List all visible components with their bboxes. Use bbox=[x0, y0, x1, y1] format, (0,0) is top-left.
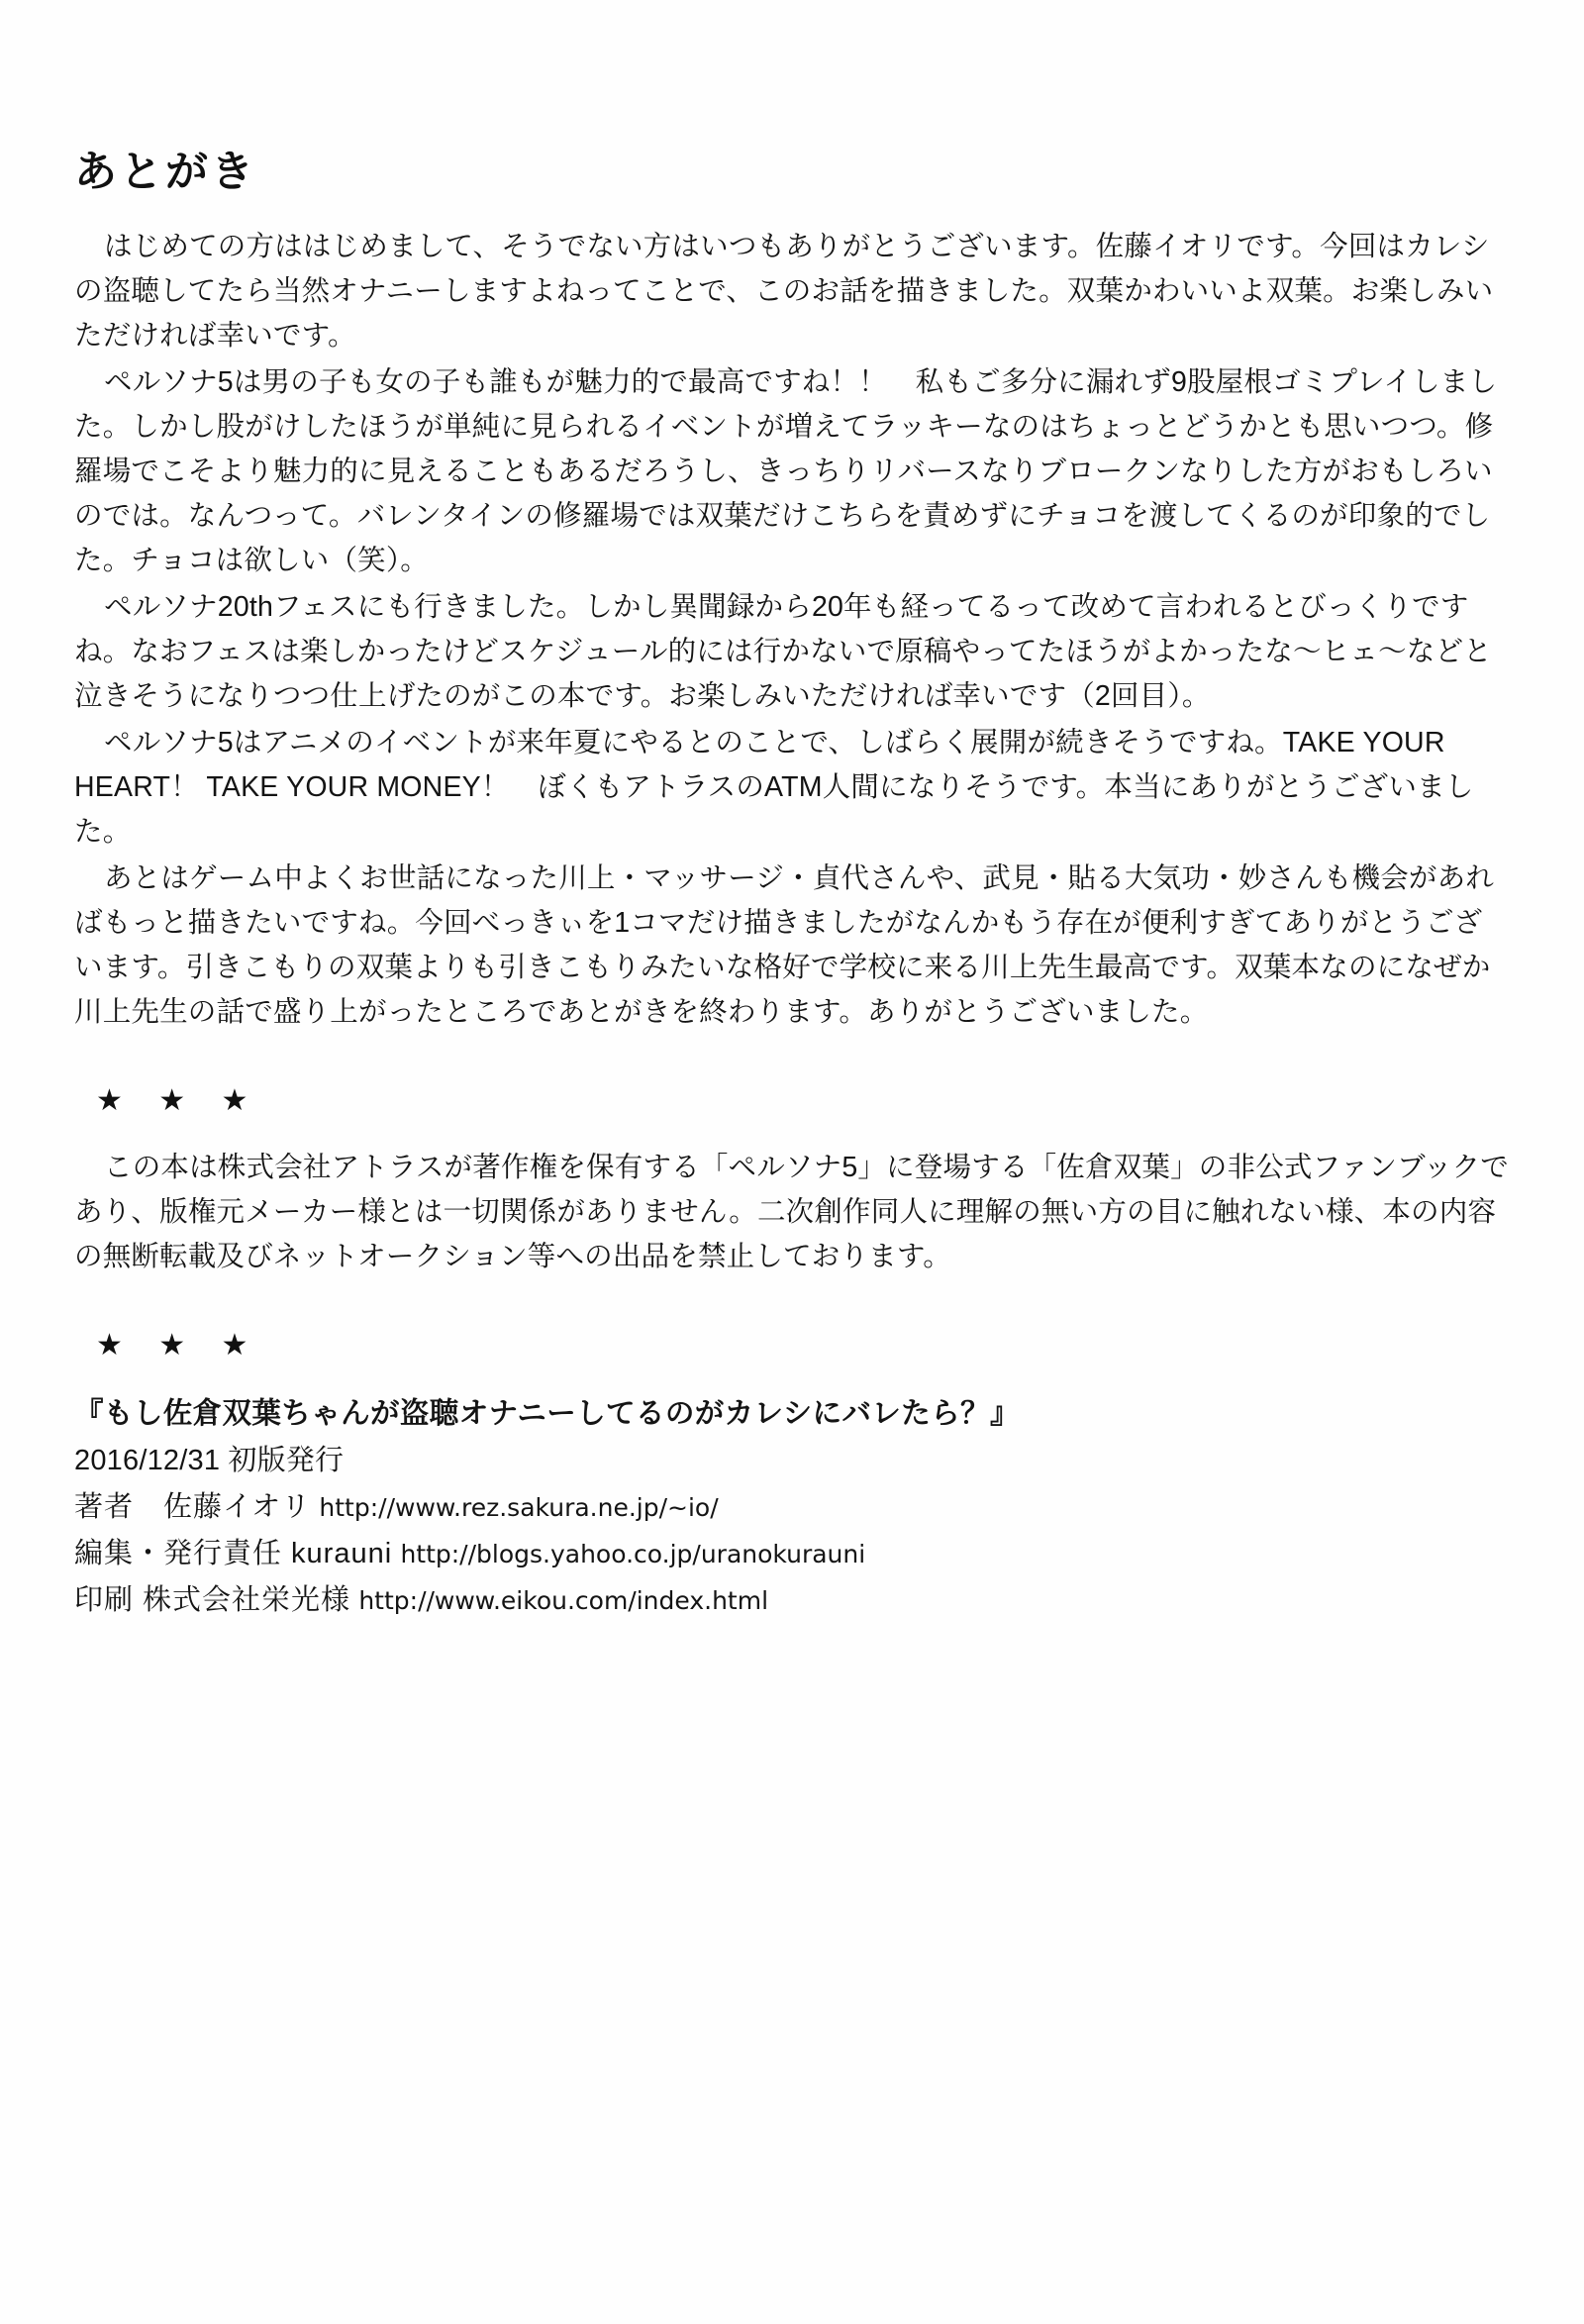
star-divider-bottom: ★ ★ ★ bbox=[96, 1329, 262, 1363]
paragraph: あとはゲーム中よくお世話になった川上・マッサージ・貞代さんや、武見・貼る大気功・妙さんも機会があればもっと描きたいですね。今回べっきぃを1コマだけ描きましたがなんかもう存在が便利すぎてありがとうございます。引きこもりの双葉よりも引きこもりみたいな格好で学校に来る川上先生最高です。双葉本なのになぜか川上先生の話で盛り上がったところであとがきを終わります。ありがとうございました。 bbox=[74, 862, 1495, 1029]
colophon-printer bbox=[74, 1577, 1510, 1624]
colophon-printer-label: 印刷 株式会社栄光様 bbox=[74, 1584, 351, 1617]
colophon bbox=[74, 1390, 1510, 1624]
star-divider-top: ★ ★ ★ bbox=[96, 1084, 262, 1118]
afterword-body bbox=[74, 225, 1510, 1035]
colophon-author-label: 著者 佐藤イオリ bbox=[74, 1491, 312, 1524]
page-content bbox=[74, 139, 1510, 1624]
notice-paragraph: この本は株式会社アトラスが著作権を保有する「ペルソナ5」に登場する「佐倉双葉」の非公式ファンブックであり、版権元メーカー様とは一切関係がありません。二次創作同人に理解の無い方の目に触れない様、本の内容の無断転載及びネットオークション等への出品を禁止しております。 bbox=[74, 1152, 1509, 1273]
page-title: あとがき bbox=[74, 149, 256, 196]
colophon-book-title: 『もし佐倉双葉ちゃんが盗聴オナニーしてるのがカレシにバレたら？』 bbox=[74, 1397, 1020, 1431]
colophon-author bbox=[74, 1484, 1510, 1531]
colophon-editor-url[interactable]: http://blogs.yahoo.co.jp/uranokurauni bbox=[400, 1540, 866, 1569]
paragraph: ペルソナ5は男の子も女の子も誰もが魅力的で最高ですね！！ 私もご多分に漏れず9股屋根ゴミプレイしました。しかし股がけしたほうが単純に見られるイベントが増えてラッキーなのはちょっとどうかとも思いつつ。修羅場でこそより魅力的に見えることもあるだろうし、きっちりリバースなりブロークンなりした方がおもしろいのでは。なんつって。バレンタインの修羅場では双葉だけこちらを責めずにチョコを渡してくるのが印象的でした。チョコは欲しい（笑）。 bbox=[74, 366, 1498, 577]
colophon-publication-date: 2016/12/31 初版発行 bbox=[74, 1445, 345, 1477]
paragraph: ペルソナ20thフェスにも行きました。しかし異聞録から20年も経ってるって改めて言われるとびっくりですね。なおフェスは楽しかったけどスケジュール的には行かないで原稿やってたほうがよかったな〜ヒェ〜などと泣きそうになりつつ仕上げたのがこの本です。お楽しみいただければ幸いです（2回目）。 bbox=[74, 591, 1492, 713]
copyright-notice bbox=[74, 1146, 1510, 1279]
paragraph: ペルソナ5はアニメのイベントが来年夏にやるとのことで、しばらく展開が続きそうですね。TAKE YOUR HEART！ TAKE YOUR MONEY！ ぼくもアトラスのATM人間になりそうです。本当にありがとうございました。 bbox=[74, 727, 1474, 849]
colophon-printer-url[interactable]: http://www.eikou.com/index.html bbox=[358, 1586, 769, 1616]
colophon-editor bbox=[74, 1531, 1510, 1577]
colophon-author-url[interactable]: http://www.rez.sakura.ne.jp/~io/ bbox=[319, 1493, 719, 1523]
colophon-editor-label: 編集・発行責任 kurauni bbox=[74, 1538, 393, 1570]
paragraph: はじめての方ははじめまして、そうでない方はいつもありがとうございます。佐藤イオリです。今回はカレシの盗聴してたら当然オナニーしますよねってことで、このお話を描きました。双葉かわいいよ双葉。お楽しみいただければ幸いです。 bbox=[74, 231, 1494, 353]
